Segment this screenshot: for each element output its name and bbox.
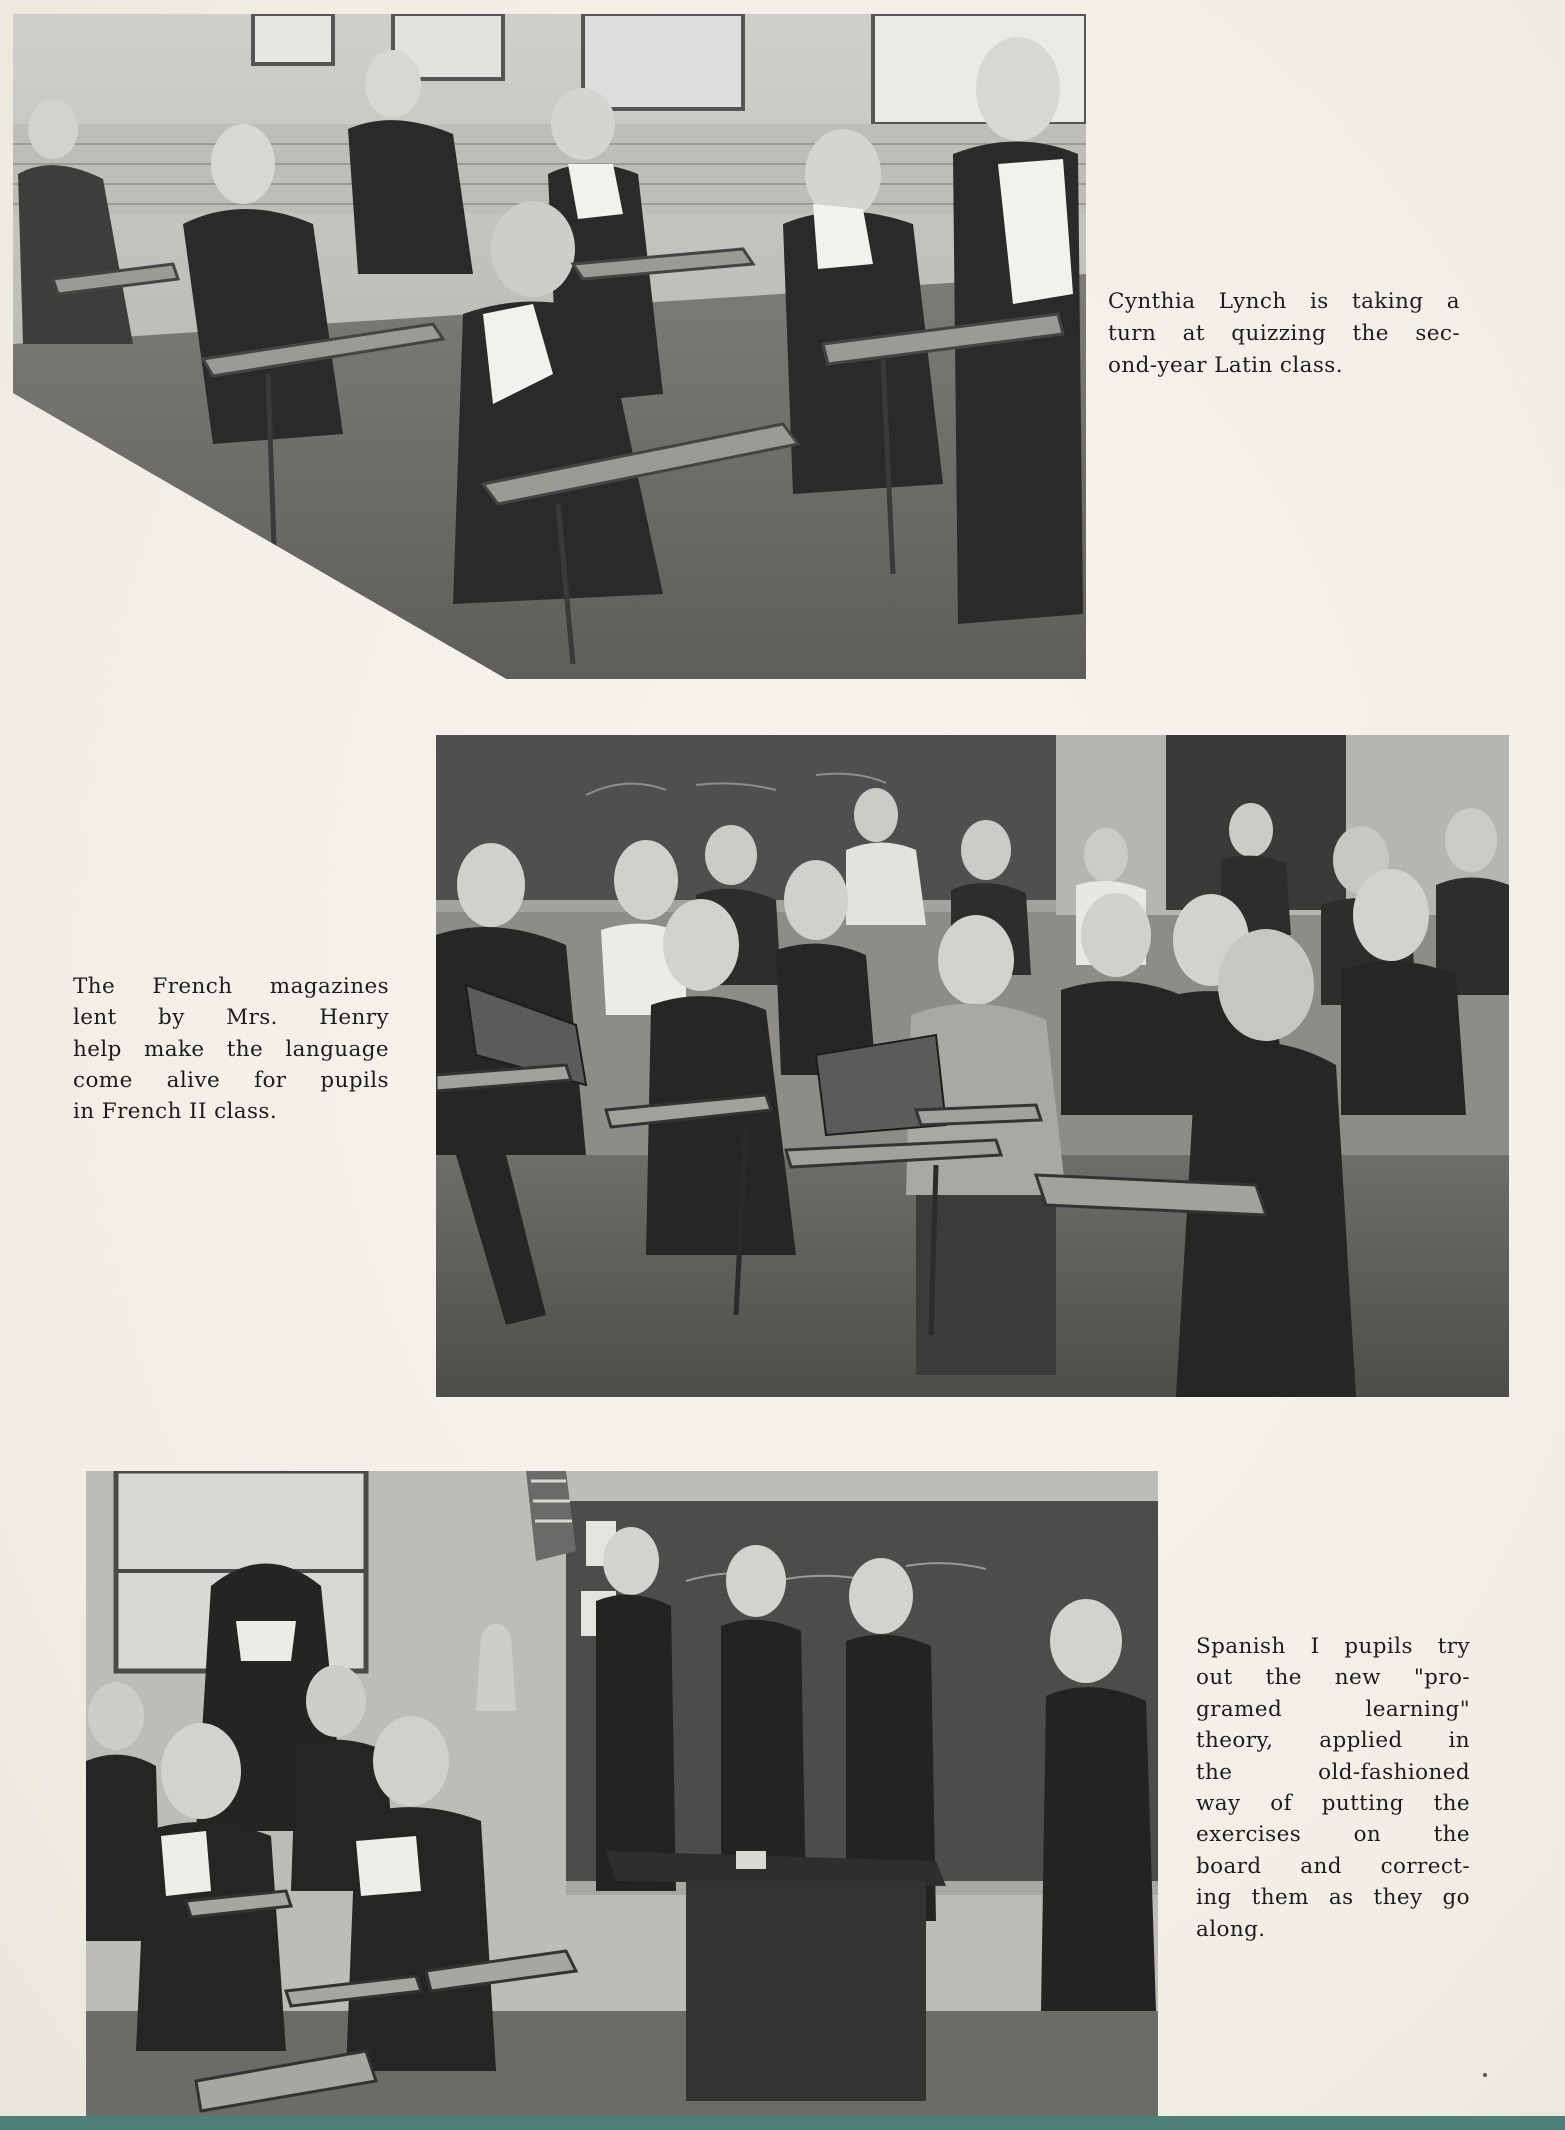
- caption-line: gramed learning": [1196, 1696, 1470, 1722]
- caption-line: out the new "pro-: [1196, 1665, 1470, 1691]
- spanish-class-photo: [86, 1471, 1158, 2120]
- caption-line: way of putting the: [1196, 1791, 1470, 1817]
- bottom-binding-strip: [0, 2116, 1565, 2130]
- latin-class-caption: [1108, 286, 1460, 382]
- page-speck: [1483, 2073, 1487, 2077]
- caption-line: along.: [1196, 1916, 1266, 1942]
- caption-line: Spanish I pupils try: [1196, 1634, 1470, 1659]
- caption-line: lent by Mrs. Henry: [73, 1005, 389, 1031]
- french-class-photo: [436, 735, 1509, 1397]
- caption-line: theory, applied in: [1196, 1728, 1470, 1754]
- spanish-class-caption: [1196, 1631, 1470, 1945]
- french-class-caption: [73, 971, 389, 1127]
- caption-line: ond-year Latin class.: [1108, 353, 1343, 378]
- caption-line: board and correct-: [1196, 1853, 1470, 1879]
- caption-line: Cynthia Lynch is taking a: [1108, 289, 1460, 314]
- latin-class-photo: [13, 14, 1086, 679]
- caption-line: exercises on the: [1196, 1822, 1470, 1848]
- caption-line: ing them as they go: [1196, 1885, 1470, 1911]
- caption-line: in French II class.: [73, 1099, 278, 1125]
- caption-line: come alive for pupils: [73, 1067, 389, 1093]
- caption-line: turn at quizzing the sec-: [1108, 321, 1460, 346]
- caption-line: The French magazines: [73, 974, 389, 999]
- caption-line: the old-fashioned: [1196, 1759, 1470, 1785]
- caption-line: help make the language: [73, 1036, 389, 1062]
